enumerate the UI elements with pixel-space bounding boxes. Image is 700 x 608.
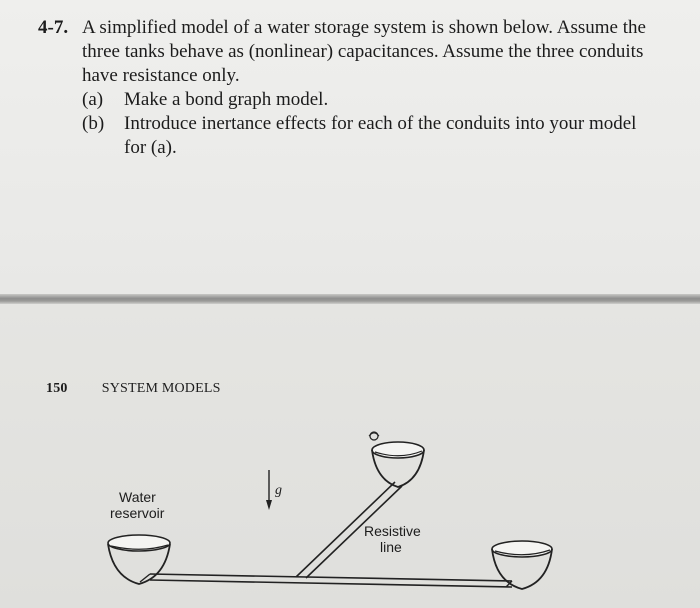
part-b-label: (b) bbox=[82, 113, 105, 134]
upper-tank bbox=[372, 442, 424, 487]
right-tank bbox=[492, 541, 552, 589]
part-b-line-2: for (a). bbox=[124, 137, 177, 158]
horizontal-conduit bbox=[140, 574, 512, 587]
gravity-arrow-icon bbox=[266, 470, 272, 510]
problem-line-3: have resistance only. bbox=[82, 65, 240, 86]
gravity-label: g bbox=[275, 483, 282, 498]
resistive-line-label-line-1: Resistive bbox=[364, 523, 421, 539]
resistive-line-label-line-2: line bbox=[380, 539, 402, 555]
water-reservoir-tank bbox=[108, 535, 170, 584]
page-number: 150 bbox=[46, 381, 68, 396]
tank-spigot-icon bbox=[369, 432, 379, 440]
problem-line-2: three tanks behave as (nonlinear) capacitances. Assume the three conduits bbox=[82, 41, 644, 62]
part-b-line-1: Introduce inertance effects for each of the conduits into your model bbox=[124, 113, 637, 134]
part-a-line-1: Make a bond graph model. bbox=[124, 89, 329, 110]
water-reservoir-label-line-2: reservoir bbox=[110, 505, 165, 521]
section-title: SYSTEM MODELS bbox=[101, 381, 221, 396]
problem-line-1: A simplified model of a water storage system is shown below. Assume the bbox=[82, 17, 646, 38]
part-a-label: (a) bbox=[82, 89, 104, 110]
problem-number: 4-7. bbox=[38, 17, 69, 38]
water-reservoir-label-line-1: Water bbox=[119, 489, 156, 505]
